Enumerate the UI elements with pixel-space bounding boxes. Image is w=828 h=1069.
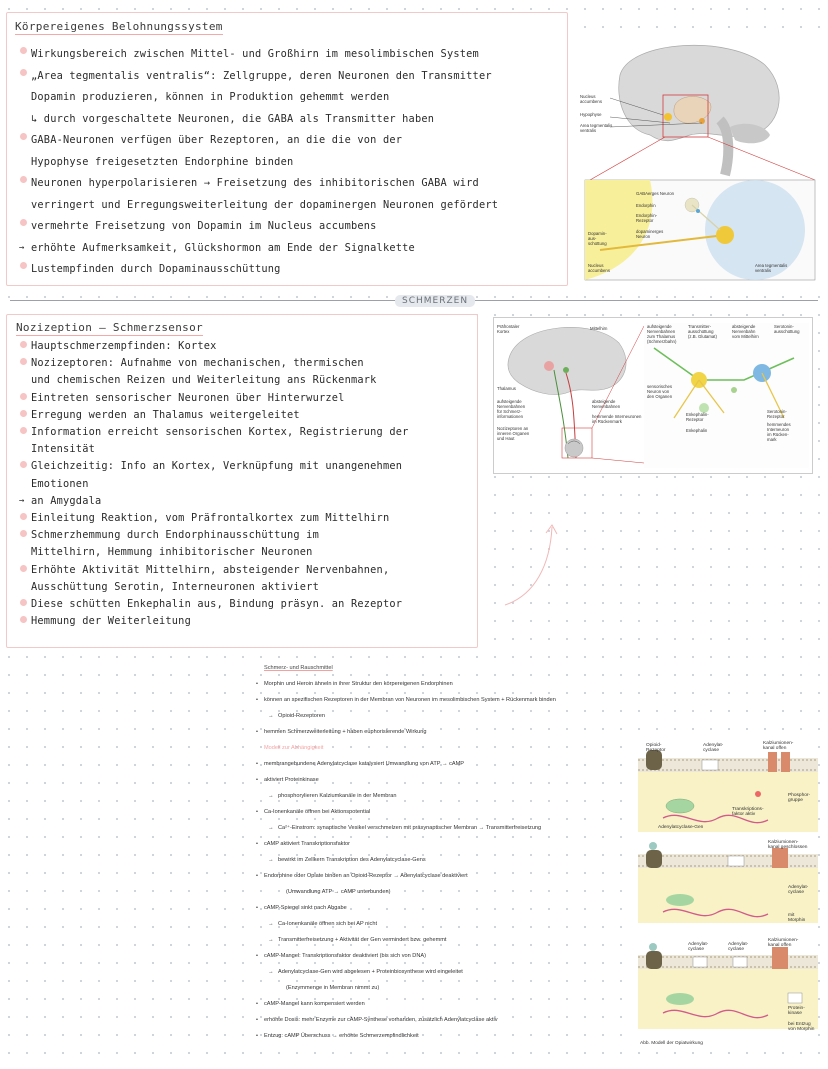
note-line: • können an spezifischen Rezeptoren in der Membran von Neuronen im mesolimbischen System + Rückenmark binden xyxy=(256,692,556,708)
note-line: Gleichzeitig: Info an Kortex, Verknüpfung mit unangenehmen xyxy=(19,458,409,475)
svg-text:absteigende: absteigende xyxy=(592,399,616,404)
note-line: und chemischen Reizen und Weiterleitung ans Rückenmark xyxy=(31,374,377,387)
svg-text:Area tegmentalis: Area tegmentalis xyxy=(755,263,788,268)
note-line: • cAMP-Mangel kann kompensiert werden xyxy=(256,996,556,1012)
note-line: Erregung werden an Thalamus weitergeleitet xyxy=(19,407,409,424)
svg-text:Serotonin-: Serotonin- xyxy=(767,409,787,414)
svg-text:Adenylatcyclase-Gen: Adenylatcyclase-Gen xyxy=(658,825,704,830)
label-mittelhirn: Mittelhirn xyxy=(590,326,608,331)
divider-label: SCHMERZEN xyxy=(395,295,475,307)
svg-text:Kalziumionen-: Kalziumionen- xyxy=(768,840,799,845)
note-line: vermehrte Freisetzung von Dopamin im Nucleus accumbens xyxy=(19,216,498,238)
note-line: Hypophyse freigesetzten Endorphine binden xyxy=(31,155,294,168)
svg-text:Rezeptor: Rezeptor xyxy=(767,414,785,419)
note-line: → erhöhte Aufmerksamkeit, Glückshormon am Ende der Signalkette xyxy=(19,238,498,260)
note-line: Wirkungsbereich zwischen Mittel- und Großhirn im mesolimbischen System xyxy=(19,44,498,66)
svg-text:Opioid-: Opioid- xyxy=(646,743,662,748)
svg-text:Enkephalin-: Enkephalin- xyxy=(686,412,709,417)
note-line: (Enzymmenge in Membran nimmt zu) xyxy=(286,985,380,991)
pain-pathway-figure xyxy=(493,317,813,474)
svg-text:sensorisches: sensorisches xyxy=(647,384,673,389)
svg-text:faktor aktiv: faktor aktiv xyxy=(732,812,756,817)
reward-system-figure xyxy=(580,35,820,285)
svg-text:aus-: aus- xyxy=(588,236,597,241)
note-line: Intensität xyxy=(31,443,95,456)
svg-text:Nucleus: Nucleus xyxy=(588,263,604,268)
note-line: Einleitung Reaktion, vom Präfrontalkortex zum Mittelhirn xyxy=(19,510,409,527)
note-line: Schmerz- und Rauschmittel xyxy=(264,665,333,671)
svg-text:kanal offen: kanal offen xyxy=(768,943,792,948)
note-line: verringert und Erregungsweiterleitung der dopaminergen Neuronen gefördert xyxy=(31,198,499,211)
note-line: Diese schütten Enkephalin aus, Bindung präsyn. an Rezeptor xyxy=(19,596,409,613)
note-line: • hemmen Schmerzweiterleitung + haben euphorisierende Wirkung xyxy=(256,724,556,740)
panel-3 xyxy=(638,937,818,1032)
note-line: Lustempfinden durch Dopaminausschüttung xyxy=(19,259,498,281)
svg-text:ausschüttung: ausschüttung xyxy=(688,329,714,334)
svg-text:absteigende: absteigende xyxy=(732,324,756,329)
svg-text:Kortex: Kortex xyxy=(497,329,510,334)
svg-text:informationen: informationen xyxy=(497,414,524,419)
svg-text:gruppe: gruppe xyxy=(788,798,803,803)
svg-text:Enkephalin: Enkephalin xyxy=(686,428,708,433)
svg-text:Interneuron: Interneuron xyxy=(767,427,789,432)
note-line: • Endorphine oder Opiate binden an Opioid-Rezeptor → Adenylatcyclase deaktiviert xyxy=(256,868,556,884)
opiate-model-figure xyxy=(638,738,818,1048)
svg-text:Serotonin-: Serotonin- xyxy=(774,324,794,329)
note-line: → bewirkt im Zellkern Transkription des Adenylatcyclase-Gens xyxy=(256,852,556,868)
svg-text:zum Thalamus: zum Thalamus xyxy=(647,334,676,339)
note-line: Nozizeptoren: Aufnahme von mechanischen, thermischen xyxy=(19,355,409,372)
svg-text:den Organen: den Organen xyxy=(647,394,673,399)
note-line: → an Amygdala xyxy=(19,493,409,510)
panel-2 xyxy=(638,839,818,923)
note-line: • membrangebundene Adenylatcyclase katalysiert Umwandlung von ATP → cAMP xyxy=(256,756,556,772)
svg-text:inneren Organen: inneren Organen xyxy=(497,431,530,436)
note-line: • Entzug: cAMP Überschuss → erhöhte Schmerzempfindlichkeit xyxy=(256,1028,556,1044)
note-line: → Transmitterfreisetzung + Aktivität der Gen vermindert bzw. gehemmt xyxy=(256,932,556,948)
svg-text:Nervenbahnen: Nervenbahnen xyxy=(592,404,621,409)
svg-text:Neuron von: Neuron von xyxy=(647,389,670,394)
note-line: (Umwandlung ATP → cAMP unterbunden) xyxy=(286,889,391,895)
label-thalamus: Thalamus xyxy=(497,386,516,391)
note-line: Eintreten sensorischer Neuronen über Hinterwurzel xyxy=(19,390,409,407)
note-line: • cAMP-Spiegel sinkt nach Abgabe xyxy=(256,900,556,916)
svg-text:im Rücken-: im Rücken- xyxy=(767,432,789,437)
svg-text:cyclase: cyclase xyxy=(703,748,719,753)
svg-text:kanal geschlossen: kanal geschlossen xyxy=(768,845,808,850)
note-line: „Area tegmentalis ventralis“: Zellgruppe, deren Neuronen den Transmitter xyxy=(19,66,498,88)
drug-notes xyxy=(256,660,556,1044)
note-line: • erhöhte Dosis: mehr Enzyme zur cAMP-Synthese vorhanden, zusätzlich Adenylatcyclase aktiv xyxy=(256,1012,556,1028)
note-line: Dopamin produzieren, können in Produktion gehemmt werden xyxy=(31,91,390,103)
svg-text:Rezeptor: Rezeptor xyxy=(686,417,704,422)
note-line: Mittelhirn, Hemmung inhibitorischer Neuronen xyxy=(31,546,313,559)
svg-text:cyclase: cyclase xyxy=(788,890,804,895)
note-line: • cAMP aktiviert Transkriptionsfaktor xyxy=(256,836,556,852)
svg-text:Nervenbahn: Nervenbahn xyxy=(732,329,756,334)
note-line: • Morphin und Heroin ähneln in ihrer Struktur den körpereigenen Endorphinen xyxy=(256,676,556,692)
svg-text:Transkriptions-: Transkriptions- xyxy=(732,807,764,812)
svg-text:für Schmerz-: für Schmerz- xyxy=(497,409,522,414)
svg-text:Rezeptor: Rezeptor xyxy=(646,748,666,753)
note-line: Ausschüttung Serotin, Interneuronen aktiviert xyxy=(31,580,319,593)
svg-text:(Schmerzbahn): (Schmerzbahn) xyxy=(647,339,677,344)
svg-text:Kalziumionen-: Kalziumionen- xyxy=(763,741,794,746)
note-line: → Ca-Ionenkanäle öffnen sich bei AP nicht xyxy=(256,916,556,932)
note-line: • cAMP-Mangel: Transkriptionsfaktor deaktiviert (bis sich von DNA) xyxy=(256,948,556,964)
svg-text:aufsteigende: aufsteigende xyxy=(497,399,522,404)
note-line: Information erreicht sensorischen Kortex, Registrierung der xyxy=(19,424,409,441)
svg-text:ventralis: ventralis xyxy=(755,268,772,273)
svg-text:cyclase: cyclase xyxy=(728,947,744,952)
svg-text:Kalziumionen-: Kalziumionen- xyxy=(768,938,799,943)
svg-text:Endorphin-: Endorphin- xyxy=(636,213,658,218)
svg-text:kanal offen: kanal offen xyxy=(763,746,787,751)
svg-text:Protein-: Protein- xyxy=(788,1006,805,1011)
label-praefrontaler-kortex: Präfrontaler xyxy=(497,324,520,329)
note-line: ↳ durch vorgeschaltete Neuronen, die GABA als Transmitter haben xyxy=(31,112,435,125)
note-line: Schmerzhemmung durch Endorphinausschüttung im xyxy=(19,527,409,544)
svg-text:GABAerges Neuron: GABAerges Neuron xyxy=(636,191,674,196)
svg-text:bei Entzug: bei Entzug xyxy=(788,1022,811,1027)
svg-text:Adenylat-: Adenylat- xyxy=(703,743,724,748)
note-line: → Adenylatcyclase-Gen wird abgelesen + Proteinbiosynthese wird eingeleitet xyxy=(256,964,556,980)
svg-text:dopaminerges: dopaminerges xyxy=(636,229,664,234)
svg-text:(z.B. Glutamat): (z.B. Glutamat) xyxy=(688,334,717,339)
svg-text:Transmitter-: Transmitter- xyxy=(688,324,711,329)
decorative-arrow xyxy=(500,515,560,610)
svg-text:schüttung: schüttung xyxy=(588,241,607,246)
panel-1 xyxy=(638,740,818,832)
svg-text:Adenylat-: Adenylat- xyxy=(788,885,809,890)
note-line: Hauptschmerzempfinden: Kortex xyxy=(19,338,409,355)
svg-text:mit: mit xyxy=(788,913,795,918)
reward-system-lines xyxy=(19,44,498,281)
svg-text:ventralis: ventralis xyxy=(580,128,597,133)
label-nucleus-accumbens: Nucleus xyxy=(580,94,596,99)
svg-text:hemmendes: hemmendes xyxy=(767,422,791,427)
svg-text:vom Mittelhirn: vom Mittelhirn xyxy=(732,334,759,339)
svg-text:Rezeptor: Rezeptor xyxy=(636,218,654,223)
svg-text:mark: mark xyxy=(767,437,777,442)
nociception-note xyxy=(6,314,478,648)
svg-text:Neuron: Neuron xyxy=(636,234,651,239)
svg-text:kinase: kinase xyxy=(788,1011,802,1016)
note-line: Neuronen hyperpolarisieren → Freisetzung des inhibitorischen GABA wird xyxy=(19,173,498,195)
note-line: → Opioid-Rezeptoren xyxy=(256,708,556,724)
note-line: GABA-Neuronen verfügen über Rezeptoren, an die die von der xyxy=(19,130,498,152)
reward-system-note xyxy=(6,12,568,286)
svg-text:im Rückenmark: im Rückenmark xyxy=(592,419,622,424)
svg-text:accumbens: accumbens xyxy=(588,268,610,273)
svg-text:Dopamin-: Dopamin- xyxy=(588,231,607,236)
svg-text:Phosphor-: Phosphor- xyxy=(788,793,811,798)
note-line: → Ca²⁺-Einstrom: synaptische Vesikel verschmelzen mit präsynaptischer Membran → Transmitterfreisetzung xyxy=(256,820,556,836)
note-line: • Ca-Ionenkanäle öffnen bei Aktionspotential xyxy=(256,804,556,820)
nociception-lines xyxy=(19,338,409,630)
note-line: Hemmung der Weiterleitung xyxy=(19,613,409,630)
svg-text:Nervenbahnen: Nervenbahnen xyxy=(647,329,676,334)
note-line: • aktiviert Proteinkinase xyxy=(256,772,556,788)
figure-caption: Abb. Modell der Opiatwirkung xyxy=(640,1041,703,1046)
svg-text:Nervenbahnen: Nervenbahnen xyxy=(497,404,526,409)
note-line: → phosphorylieren Kalziumkanäle in der Membran xyxy=(256,788,556,804)
svg-text:accumbens: accumbens xyxy=(580,99,602,104)
svg-text:Adenylat-: Adenylat- xyxy=(728,942,749,947)
svg-text:aufsteigende: aufsteigende xyxy=(647,324,672,329)
note-line: Modell zur Abhängigkeit xyxy=(264,745,324,751)
svg-text:Adenylat-: Adenylat- xyxy=(688,942,709,947)
note-line: Erhöhte Aktivität Mittelhirn, absteigender Nervenbahnen, xyxy=(19,562,409,579)
label-hypophyse: Hypophyse xyxy=(580,112,602,117)
label-vta: Area tegmentalis xyxy=(580,123,613,128)
svg-text:und Haut: und Haut xyxy=(497,436,515,441)
svg-text:von Morphin: von Morphin xyxy=(788,1027,815,1032)
note-line: Emotionen xyxy=(31,477,89,490)
svg-text:hemmende Interneuronen: hemmende Interneuronen xyxy=(592,414,642,419)
nociception-title: Nozizeption – Schmerzsensor xyxy=(16,321,203,334)
svg-text:cyclase: cyclase xyxy=(688,947,704,952)
svg-text:ausschüttung: ausschüttung xyxy=(774,329,800,334)
reward-system-title: Körpereigenes Belohnungssystem xyxy=(15,20,223,33)
svg-text:Nozizeptoren an: Nozizeptoren an xyxy=(497,426,529,431)
svg-text:Endorphin: Endorphin xyxy=(636,203,656,208)
svg-text:Morphin: Morphin xyxy=(788,918,806,923)
